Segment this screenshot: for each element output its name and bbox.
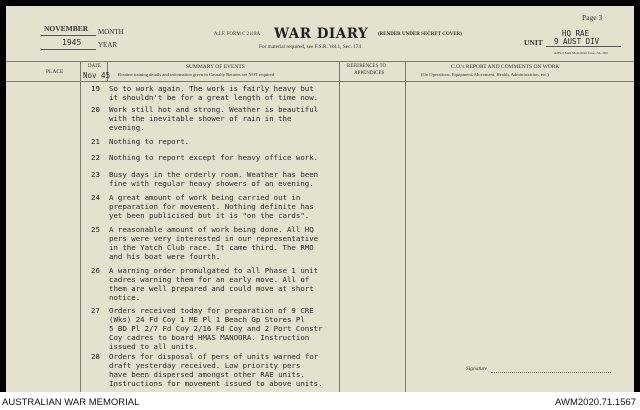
year-label: YEAR xyxy=(98,41,118,49)
unit-line-1: HQ RAE xyxy=(562,29,590,38)
col-header-appendices: APPENDICES xyxy=(354,71,385,76)
entry-text xyxy=(109,352,323,388)
month-label: MONTH xyxy=(98,28,124,36)
entry-day: 20 xyxy=(91,105,100,114)
table-top-rule xyxy=(6,61,634,62)
entry-line: Nothing to report. xyxy=(109,137,190,146)
unit-line-2: 9 AUST DIV xyxy=(554,37,600,46)
entry-line: (Wks) 24 Fd Coy 1 ME Pl 1 Beach Gp Stores Pl xyxy=(109,315,305,324)
entry-line: in the Yatch Club race. It came third. The RMO xyxy=(109,243,314,252)
entry-line: Nothing to report except for heavy office work. xyxy=(109,153,319,162)
month-underline xyxy=(41,35,96,36)
war-diary-page xyxy=(6,6,634,392)
entry-line: it shouldn't be for a great length of time now. xyxy=(109,93,319,102)
entry-line: A great amount of work being carried out in xyxy=(109,193,301,202)
col-header-co-report: C.O.'s REPORT AND COMMENTS ON WORK xyxy=(451,64,560,70)
date-value: Nov 45 xyxy=(83,71,111,80)
col-header-place: PLACE xyxy=(46,69,64,75)
year-value: 1945 xyxy=(62,38,82,47)
entry-day: 22 xyxy=(91,153,100,162)
col-header-references: REFERENCES TO xyxy=(347,64,387,69)
entry-text xyxy=(109,137,189,146)
entry-line: issued to all units. xyxy=(109,342,198,351)
col-divider-summary xyxy=(339,61,340,392)
footer-accession-number: AWM2020.71.1567 xyxy=(555,397,636,408)
entry-line: Work still hot and strong. Weather is beautiful xyxy=(109,105,319,114)
entry-text xyxy=(109,170,318,188)
entry-day: 28 xyxy=(91,352,100,361)
year-underline xyxy=(41,49,96,50)
entry-line: Orders for disposal of pers of units warned for xyxy=(109,352,319,361)
entry-line: A reasonable amount of work being done. All HQ xyxy=(109,225,314,234)
entry-day: 25 xyxy=(91,225,100,234)
unit-underline xyxy=(546,46,621,47)
entry-text xyxy=(109,225,318,261)
page-number: Page 3 xyxy=(582,13,603,22)
footer-institution: AUSTRALIAN WAR MEMORIAL xyxy=(2,397,140,408)
col-header-summary: SUMMARY OF EVENTS xyxy=(186,64,245,70)
entry-day: 27 xyxy=(91,306,100,315)
entry-line: Busy days in the orderly room. Weather has been xyxy=(109,170,319,179)
entry-line: A warning order promulgated to all Phase 1 unit xyxy=(109,266,319,275)
entry-line: and his boat were fourth. xyxy=(109,252,221,261)
entry-line: with the inevitable shower of rain in the xyxy=(109,114,292,123)
entry-line: yet been publicised but it is "on the cards". xyxy=(109,211,310,220)
entry-line: them are well prepared and could move at short xyxy=(109,284,314,293)
entry-day: 24 xyxy=(91,193,100,202)
entry-day: 21 xyxy=(91,137,100,146)
entry-line: Orders received today for preparation of 9 CRE xyxy=(109,306,314,315)
entry-line: Instructions for movement issued to above units. xyxy=(109,379,323,388)
entry-line: evening. xyxy=(109,123,145,132)
entry-text xyxy=(109,306,323,351)
entry-text xyxy=(109,266,318,302)
col-header-summary-note: Routine training details and information given in Casualty Returns are NOT required xyxy=(118,72,275,77)
signature-line xyxy=(491,372,611,373)
entry-line: cadres warning them for an early move. All of xyxy=(109,275,310,284)
entry-line: So to work again. The work is fairly heavy but xyxy=(109,84,314,93)
diary-title: WAR DIARY xyxy=(274,26,369,42)
month-value: NOVEMBER xyxy=(44,24,89,33)
entry-line: Coy cadres to board HMAS MANOORA. Instruction xyxy=(109,333,310,342)
entry-day: 26 xyxy=(91,266,100,275)
col-header-co-report-note: (On Operations, Equipment, Movement, Health, Administration, etc.) xyxy=(421,72,549,77)
entry-line: have been dispersed amongst other RAE units. xyxy=(109,370,305,379)
entry-line: 5 BD Pl 2/7 Fd Coy 2/16 Fd Coy and 2 Port Constr xyxy=(109,324,323,333)
unit-label: UNIT xyxy=(524,38,543,47)
table-header-rule xyxy=(6,81,634,82)
entry-text xyxy=(109,153,318,162)
entry-day: 23 xyxy=(91,170,100,179)
col-divider-references xyxy=(405,61,406,392)
entry-line: preparation for movement. Nothing definite has xyxy=(109,202,314,211)
print-code: AHS-1 Sum Melb Print Line--34--500 xyxy=(554,51,608,55)
subtitle: For material required, see F.S.R. Vol.1, Sec. 174 xyxy=(259,44,362,50)
entry-text xyxy=(109,84,318,102)
signature-label: Signature xyxy=(466,366,488,372)
entry-text xyxy=(109,193,314,220)
archive-footer xyxy=(0,392,640,410)
entry-text xyxy=(109,105,318,132)
entry-line: draft yesterday received. Low priority pers xyxy=(109,361,301,370)
entry-day: 19 xyxy=(91,84,100,93)
entry-line: fine with regular heavy showers of an evening. xyxy=(109,179,314,188)
col-header-date: DATE xyxy=(88,64,101,69)
form-code: A.I.F. FORM C 2118A xyxy=(214,32,261,37)
title-note: (RENDER UNDER SECRET COVER) xyxy=(378,32,462,37)
entry-line: pers were very interested in our representative xyxy=(109,234,319,243)
entry-line: notice. xyxy=(109,293,141,302)
col-divider-place xyxy=(80,61,81,392)
